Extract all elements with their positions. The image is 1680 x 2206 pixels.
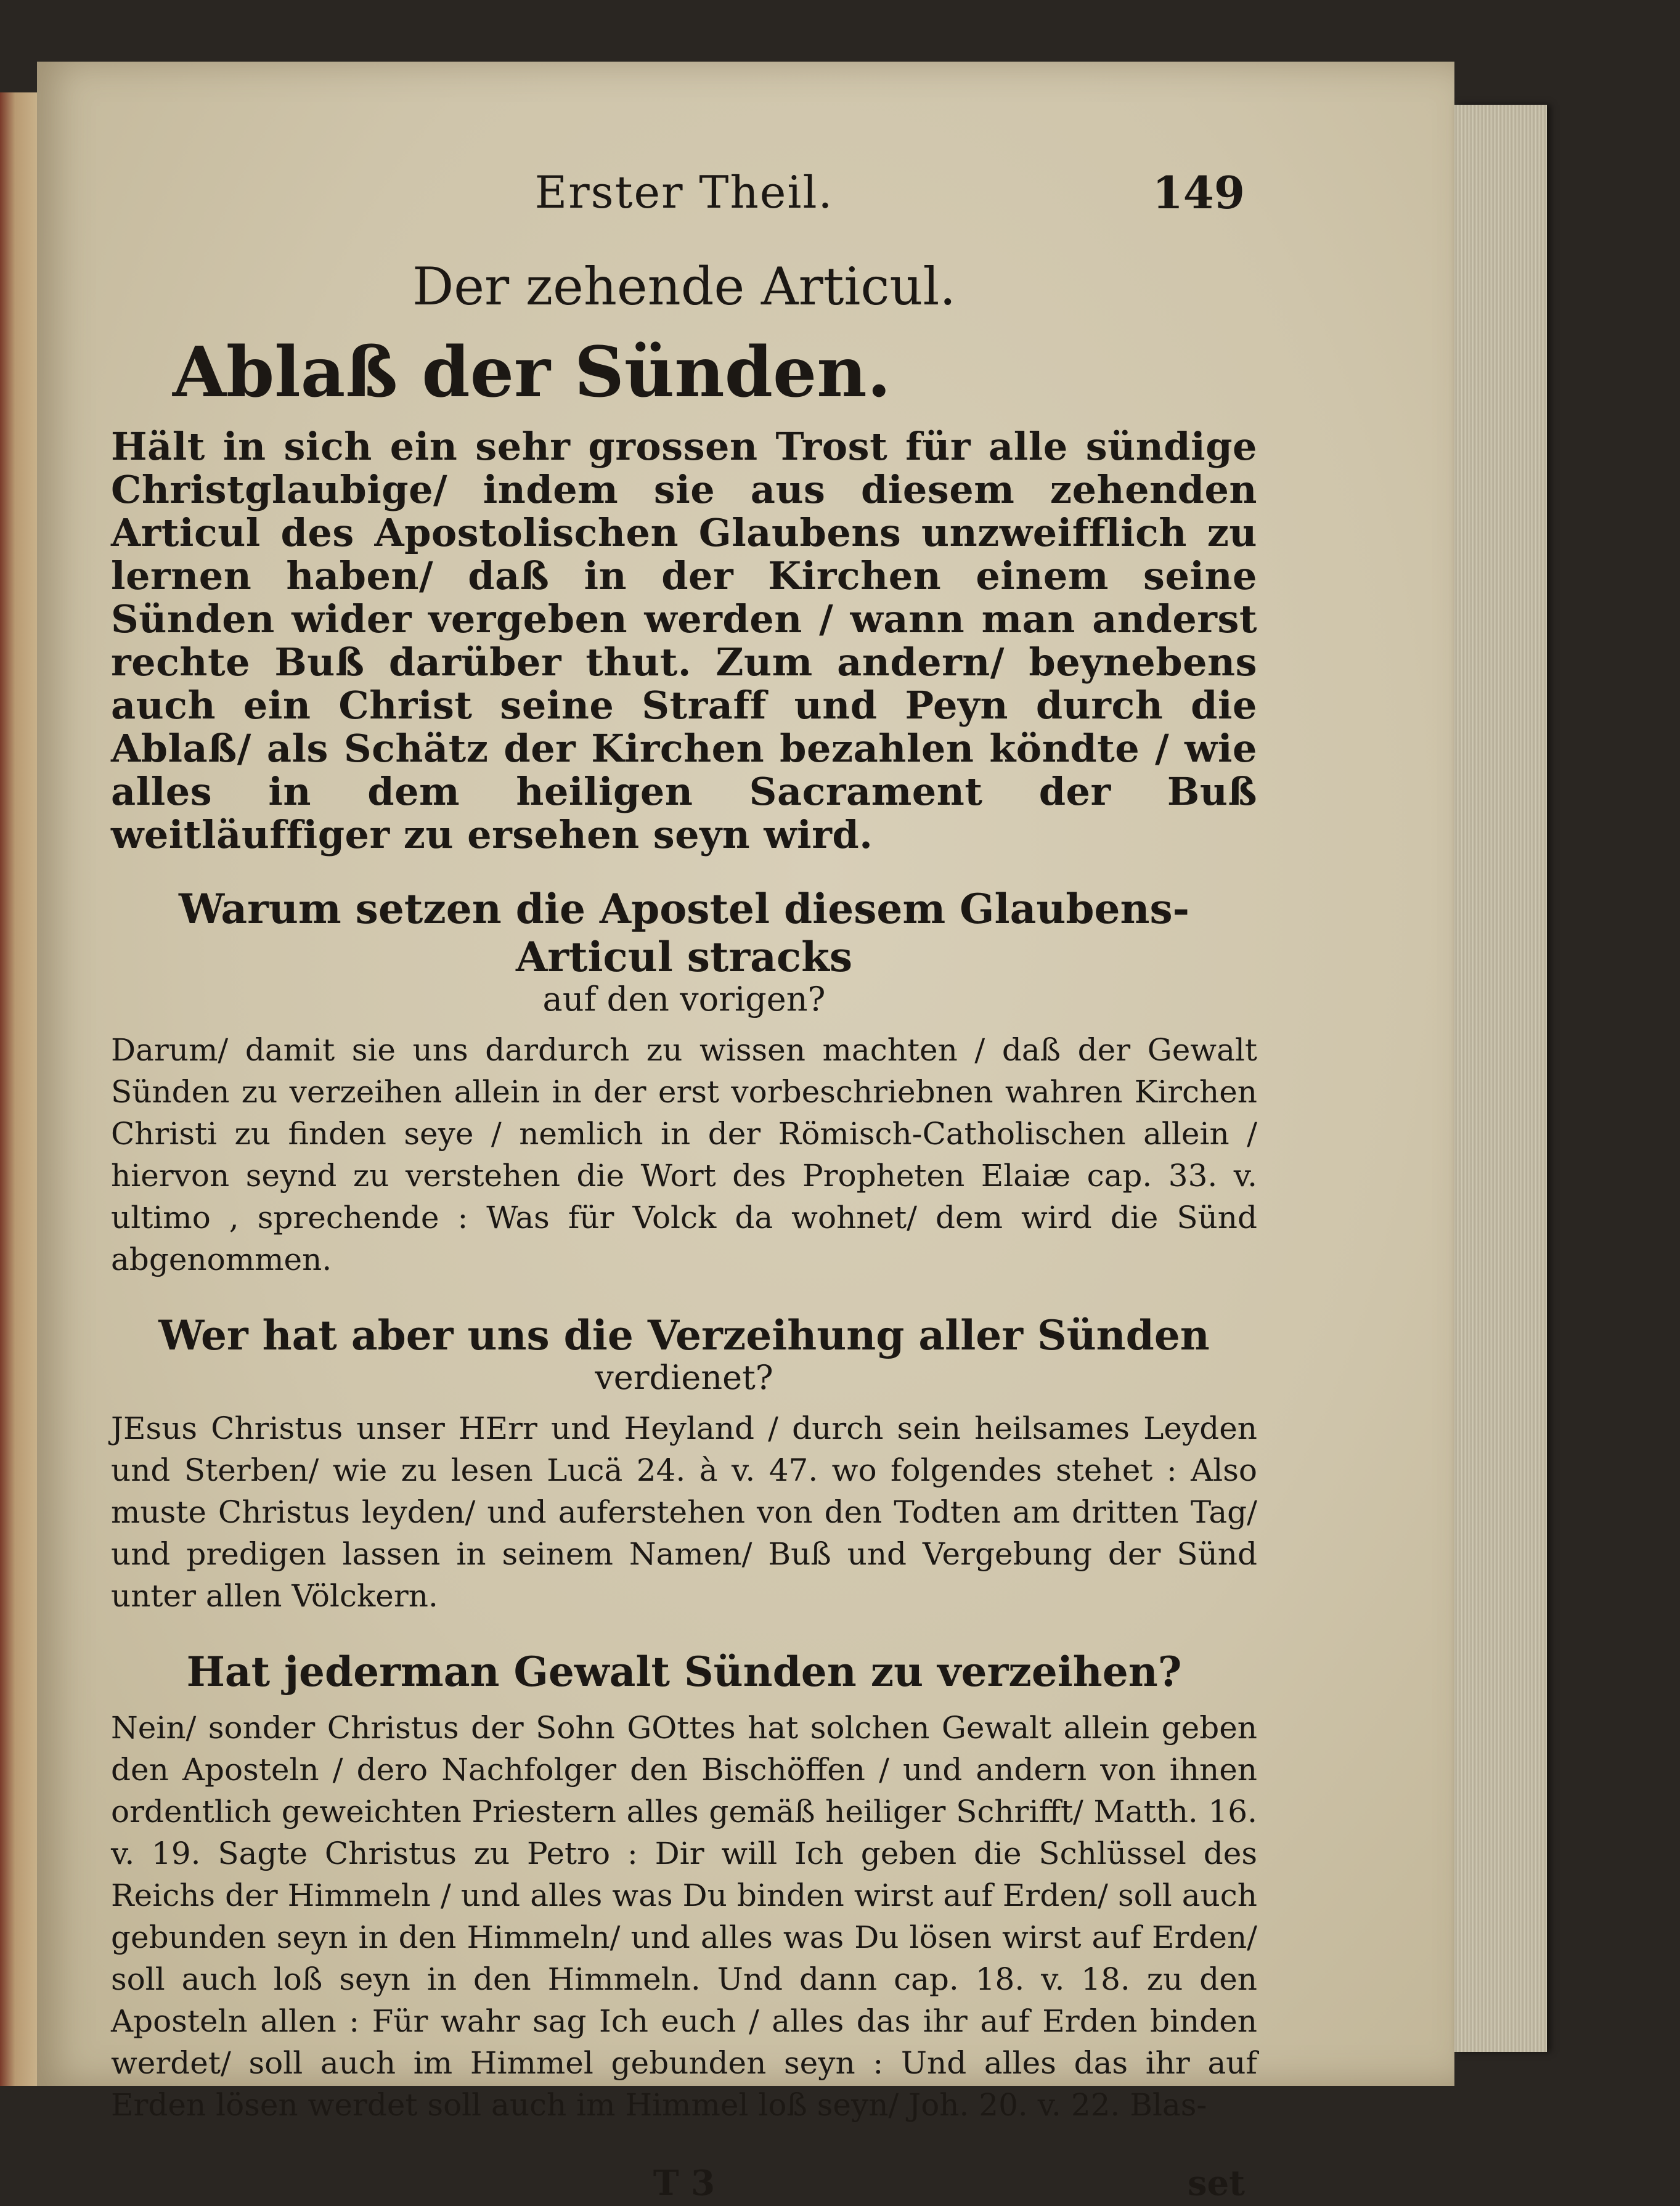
main-heading: Ablaß der Sünden. [173,332,891,413]
article-title: Der zehende Articul. [412,256,956,317]
page-stack-edges [1454,105,1547,2052]
page-footer [111,2157,1257,2206]
answer-1: Darum/ damit sie uns dardurch zu wissen machten / daß der Gewalt Sünden zu verzeihen allein in der erst vorbeschriebnen wahren Kirchen Christi zu finden seye / nemlich in der Römisch-Catholischen allein / hiervon seynd zu verstehen die Wort des Propheten Elaiæ cap. 33. v. ultimo , sprechende : Was für Volck da wohnet/ dem wird die Sünd abgenommen. [111,1032,1257,1277]
page-number: 149 [1152,166,1245,219]
page-text [111,166,1257,2206]
intro-paragraph: Hält in sich ein sehr grossen Trost für alle sündige Christglaubige/ indem sie aus diesem zehenden Articul des Apostolischen Glaubens unzweifflich zu lernen haben/ daß in der Kirchen einem seine Sünden wider vergeben werden / wann man anderst rechte Buß darüber thut. Zum andern/ beynebens auch ein Christ seine Straff und Peyn durch die Ablaß/ als Schätz der Kirchen bezahlen köndte / wie alles in dem heiligen Sacrament der Buß weitläuffiger zu ersehen seyn wird. [111,424,1257,857]
question-1-continuation: auf den vorigen? [542,980,826,1019]
catchword: set [1187,2163,1245,2204]
running-header [111,166,1257,246]
question-2-text: Wer hat aber uns die Verzeihung aller Sünden [158,1311,1210,1359]
question-2 [111,1311,1257,1396]
question-3-text: Hat jederman Gewalt Sünden zu verzeihen? [186,1648,1182,1696]
answer-2: JEsus Christus unser HErr und Heyland / durch sein heilsames Leyden und Sterben/ wie zu lesen Lucä 24. à v. 47. wo folgendes stehet : Also muste Christus leyden/ und auferstehen von den Todten am dritten Tag/ und predigen lassen in seinem Namen/ Buß und Vergebung der Sünd unter allen Völckern. [111,1410,1257,1614]
question-1-text: Warum setzen die Apostel diesem Glaubens-Articul stracks [178,885,1190,981]
question-2-continuation: verdienet? [595,1358,773,1397]
signature-mark: T 3 [653,2163,716,2204]
answer-3: Nein/ sonder Christus der Sohn GOttes hat solchen Gewalt allein geben den Aposteln / dero Nachfolger den Bischöffen / und andern von ihnen ordentlich geweichten Priestern alles gemäß heiliger Schrifft/ Matth. 16. v. 19. Sagte Christus zu Petro : Dir will Ich geben die Schlüssel des Reichs der Himmeln / und alles was Du binden wirst auf Erden/ soll auch gebunden seyn in den Himmeln/ und alles was Du lösen wirst auf Erden/ soll auch loß seyn in den Himmeln. Und dann cap. 18. v. 18. zu den Aposteln allen : Für wahr sag Ich euch / alles das ihr auf Erden binden werdet/ soll auch im Himmel gebunden seyn : Und alles das ihr auf Erden lösen werdet soll auch im Himmel loß seyn/ Joh. 20. v. 22. Blas- [111,1710,1257,2123]
running-title: Erster Theil. [534,166,834,218]
question-1 [111,885,1257,1018]
question-3 [111,1648,1257,1696]
